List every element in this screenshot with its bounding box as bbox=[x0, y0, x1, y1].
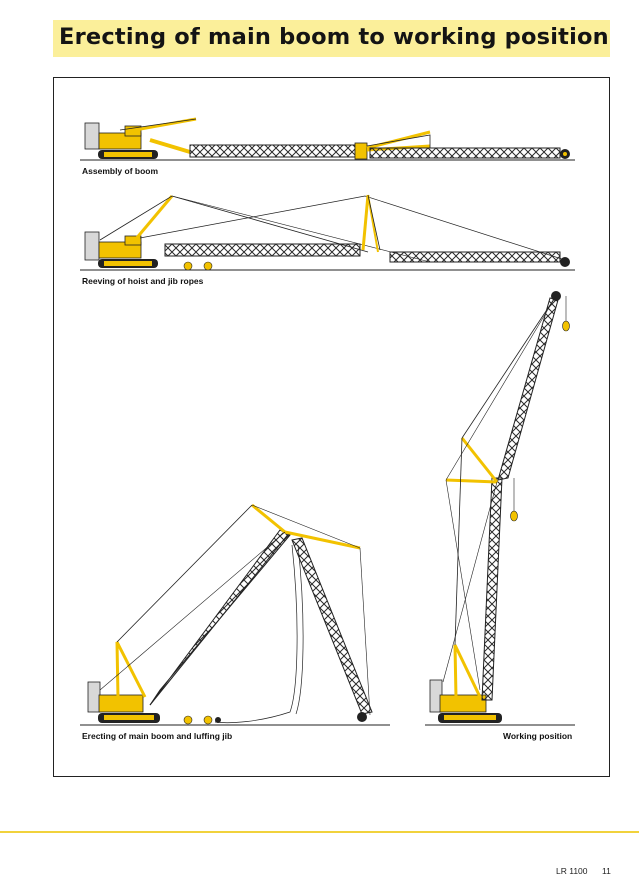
erecting-caption: Erecting of main boom and luffing jib bbox=[82, 731, 233, 741]
footer-rule bbox=[0, 831, 639, 833]
assembly-drawing bbox=[80, 119, 575, 160]
page-title: Erecting of main boom to working position bbox=[59, 24, 609, 50]
assembly-caption: Assembly of boom bbox=[82, 166, 159, 176]
reeving-caption: Reeving of hoist and jib ropes bbox=[82, 276, 204, 286]
working-caption: Working position bbox=[503, 731, 573, 741]
page-number: 11 bbox=[602, 866, 611, 876]
working-drawing bbox=[425, 291, 575, 725]
reeving-drawing bbox=[80, 195, 575, 270]
erecting-drawing bbox=[80, 505, 390, 725]
footer-model: LR 1100 bbox=[556, 866, 588, 876]
